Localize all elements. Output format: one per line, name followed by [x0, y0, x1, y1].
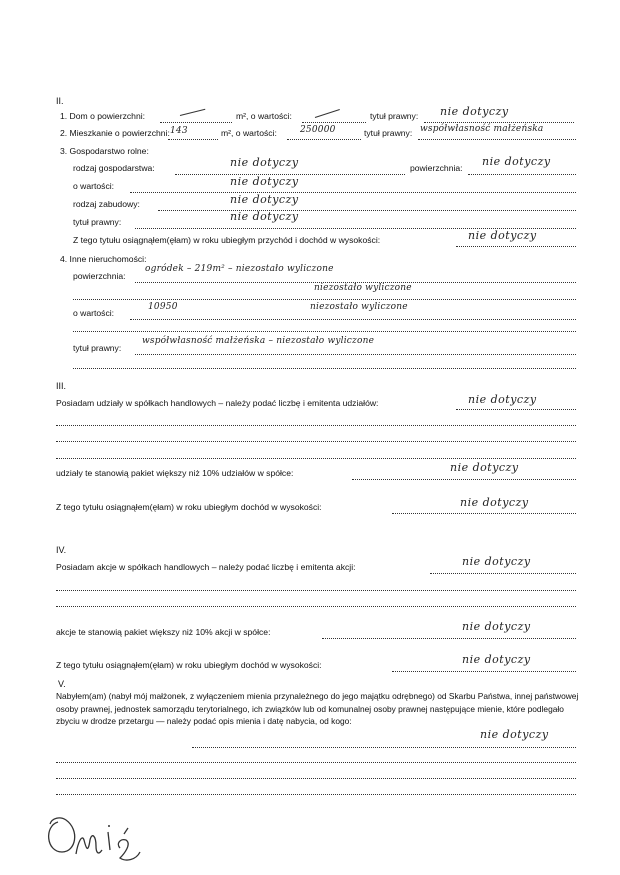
house-title-label: tytuł prawny: [370, 111, 419, 121]
shares-line-2 [56, 425, 576, 426]
house-value-line [302, 122, 366, 123]
stocks-income-line [392, 671, 576, 672]
flat-area-line [168, 139, 218, 140]
house-m2-label: m², o wartości: [236, 111, 292, 121]
other-value-value-2: niezostało wyliczone [310, 302, 408, 312]
house-value-dash [315, 109, 340, 118]
shares-income-value: nie dotyczy [460, 496, 529, 509]
shares-income-line [392, 513, 576, 514]
other-label: 4. Inne nieruchomości: [60, 254, 147, 264]
section-ii-heading: II. [56, 96, 64, 106]
shares-line-4 [56, 458, 576, 459]
house-title-line [424, 122, 574, 123]
house-title-value: nie dotyczy [440, 105, 509, 118]
farm-buildings-line [158, 210, 576, 211]
stocks-value: nie dotyczy [462, 555, 531, 568]
stocks-income-value: nie dotyczy [462, 653, 531, 666]
other-area-value-2: niezostało wyliczone [314, 283, 412, 293]
flat-area-value: 143 [170, 126, 188, 136]
stocks-income-label: Z tego tytułu osiągnąłem(ęłam) w roku ubiegłym dochód w wysokości: [56, 660, 322, 670]
other-value-value: 10950 [148, 302, 178, 312]
flat-title-value: współwłasność małżeńska [420, 124, 544, 134]
flat-title-line [418, 139, 576, 140]
shares-line-3 [56, 441, 576, 442]
farm-area-label: powierzchnia: [410, 163, 463, 173]
shares-packet-line [352, 479, 576, 480]
farm-income-line [456, 246, 576, 247]
farm-area-line [468, 174, 576, 175]
stocks-packet-value: nie dotyczy [462, 620, 531, 633]
farm-area-value: nie dotyczy [482, 155, 551, 168]
farm-title-label: tytuł prawny: [73, 217, 122, 227]
flat-label: 2. Mieszkanie o powierzchni: [60, 128, 170, 138]
other-title-line [135, 354, 576, 355]
other-value-line [130, 319, 576, 320]
flat-m2-label: m², o wartości: [221, 128, 277, 138]
stocks-line-3 [56, 606, 576, 607]
section-iii-heading: III. [56, 381, 67, 391]
section-v-value: nie dotyczy [480, 728, 549, 741]
stocks-line-2 [56, 590, 576, 591]
section-v-line-4 [56, 794, 576, 795]
shares-line [456, 409, 576, 410]
other-value-line-2 [73, 331, 576, 332]
farm-value-label: o wartości: [73, 181, 115, 191]
farm-title-value: nie dotyczy [230, 210, 299, 223]
farm-income-label: Z tego tytułu osiągnąłem(ęłam) w roku ubiegłym przychód i dochód w wysokości: [73, 235, 381, 245]
other-area-label: powierzchnia: [73, 271, 126, 281]
house-area-line [160, 122, 232, 123]
farm-buildings-value: nie dotyczy [230, 193, 299, 206]
other-title-line-2 [73, 368, 576, 369]
other-value-label: o wartości: [73, 308, 115, 318]
other-area-value: ogródek – 219m² – niezostało wyliczone [145, 264, 334, 274]
section-v-line-2 [56, 762, 576, 763]
farm-income-value: nie dotyczy [468, 229, 537, 242]
house-label: 1. Dom o powierzchni: [60, 111, 146, 121]
farm-kind-value: nie dotyczy [230, 156, 299, 169]
shares-packet-label: udziały te stanowią pakiet większy niż 10% udziałów w spółce: [56, 468, 294, 478]
section-v-text: Nabyłem(am) (nabył mój małżonek, z wyłączeniem mienia przynależnego do jego majątku odrębnego) od Skarbu Państwa, innej państwowej osoby prawnej, jednostek samorządu terytorialnego, ich związków lub od komunalnej osoby prawnej następujące mienie, które podlegało zbyciu w drodze przetargu — należy podać opis mienia i datę nabycia, od kogo: [56, 691, 579, 726]
stocks-label: Posiadam akcje w spółkach handlowych – należy podać liczbę i emitenta akcji: [56, 562, 356, 572]
farm-buildings-label: rodzaj zabudowy: [73, 199, 140, 209]
farm-value-line [130, 192, 576, 193]
other-title-label: tytuł prawny: [73, 343, 122, 353]
flat-value-line [287, 139, 361, 140]
shares-label: Posiadam udziały w spółkach handlowych – należy podać liczbę i emitenta udziałów: [56, 398, 379, 408]
section-iv-heading: IV. [56, 545, 67, 555]
section-v-heading: V. [58, 679, 66, 689]
signature [40, 810, 170, 870]
farm-label: 3. Gospodarstwo rolne: [60, 146, 149, 156]
flat-value-value: 250000 [300, 125, 336, 135]
section-v-line-3 [56, 778, 576, 779]
section-v-line-1 [192, 747, 576, 748]
farm-value-value: nie dotyczy [230, 175, 299, 188]
flat-title-label: tytuł prawny: [364, 128, 413, 138]
shares-packet-value: nie dotyczy [450, 461, 519, 474]
stocks-line [430, 573, 576, 574]
house-area-dash [180, 109, 205, 116]
farm-kind-label: rodzaj gospodarstwa: [73, 163, 155, 173]
shares-value: nie dotyczy [468, 393, 537, 406]
other-title-value: współwłasność małżeńska – niezostało wyliczone [142, 336, 375, 346]
stocks-packet-line [322, 638, 576, 639]
other-area-line-2 [73, 299, 576, 300]
shares-income-label: Z tego tytułu osiągnąłem(ęłam) w roku ubiegłym dochód w wysokości: [56, 502, 322, 512]
stocks-packet-label: akcje te stanowią pakiet większy niż 10% akcji w spółce: [56, 627, 271, 637]
